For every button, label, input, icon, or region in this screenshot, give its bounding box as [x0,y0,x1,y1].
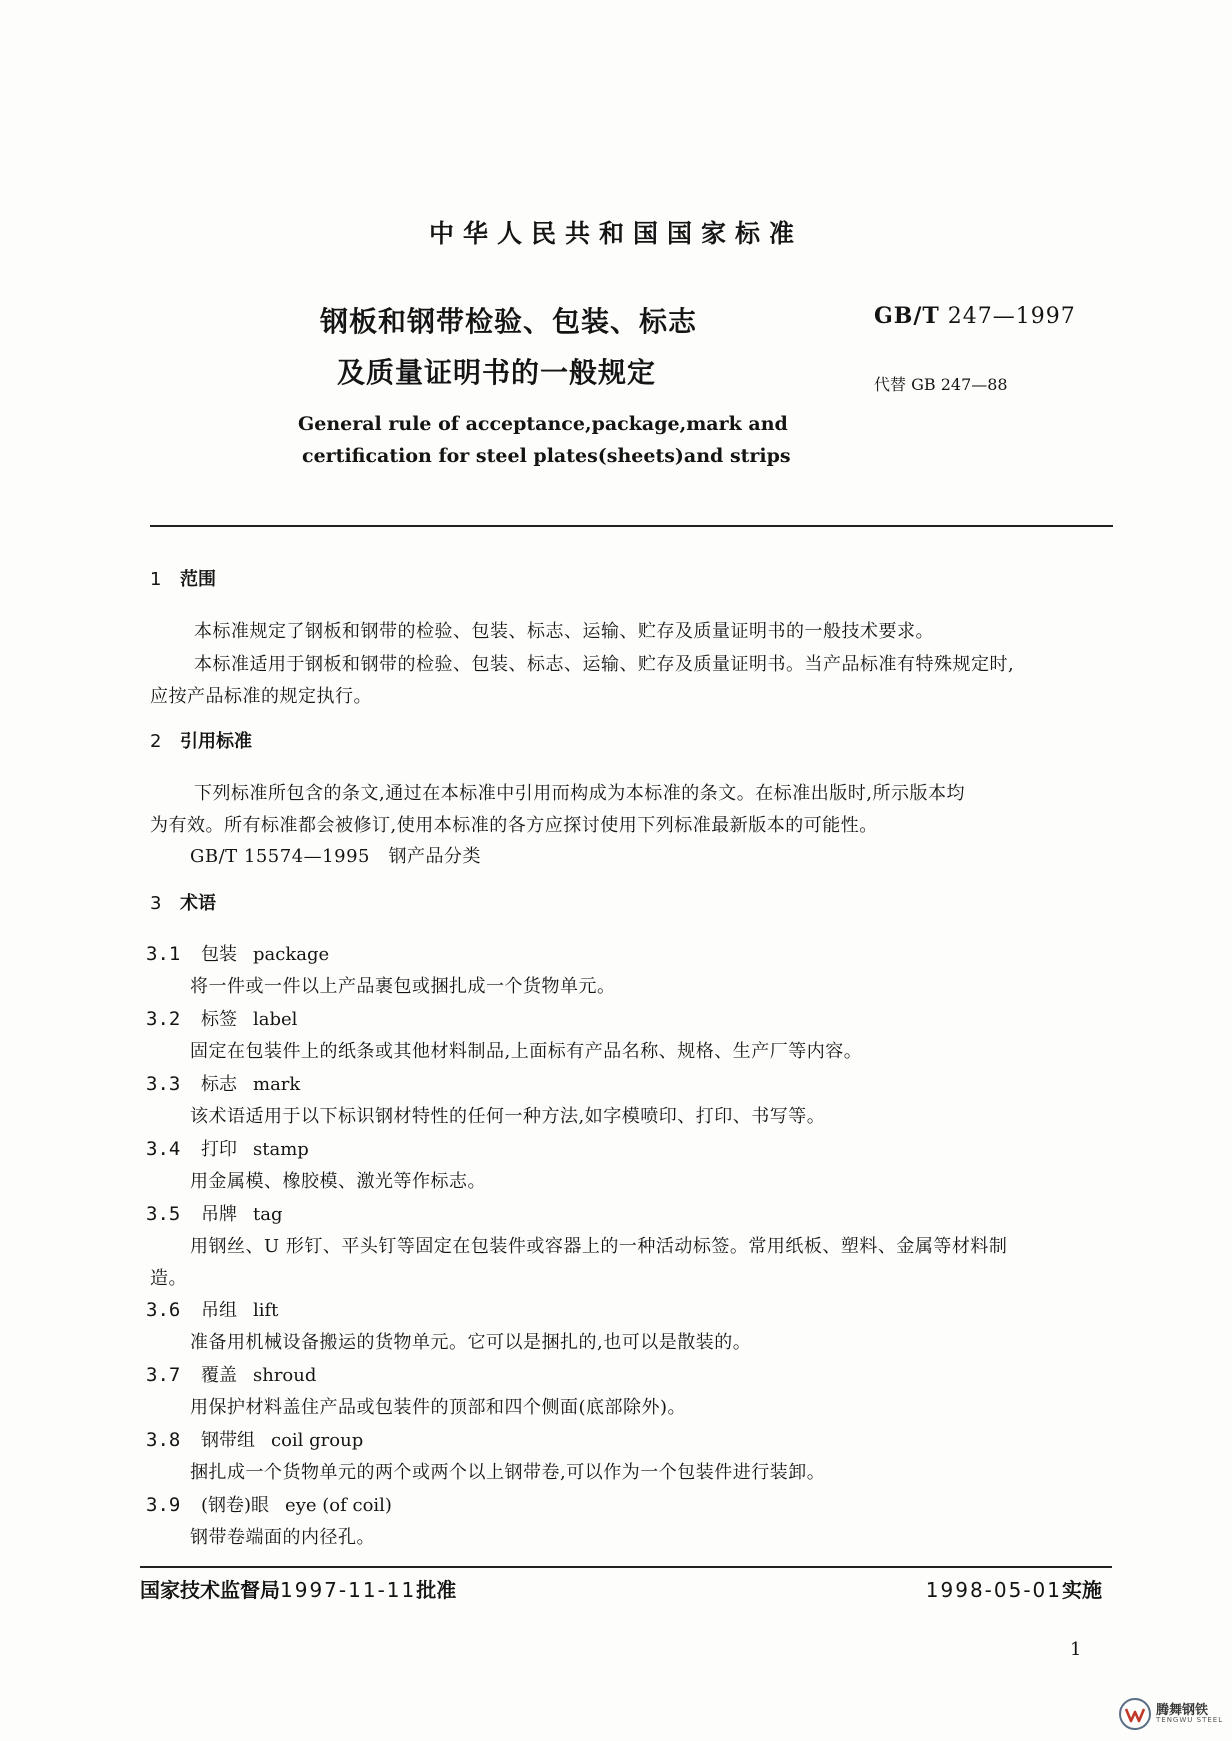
standard-title-line1: 钢板和钢带检验、包装、标志 [320,305,698,338]
approval-org: 国家技术监督局 [140,1578,280,1602]
header-divider [150,525,1113,527]
term-number: 3.3 [146,1073,181,1095]
watermark-name-en: TENGWU STEEL [1156,1716,1224,1724]
paragraph: 下列标准所包含的条文,通过在本标准中引用而构成为本标准的条文。在标准出版时,所示版本均 [194,783,965,804]
term-entry [146,1361,316,1387]
term-english: mark [253,1074,301,1095]
term-entry [146,1491,392,1517]
term-number: 3.4 [146,1138,181,1160]
term-definition: 用金属模、橡胶模、激光等作标志。 [190,1171,486,1192]
term-number: 3.2 [146,1008,181,1030]
term-chinese: 吊牌 [201,1204,237,1225]
section-1-heading [150,565,216,591]
section-2-heading [150,727,252,753]
term-definition: 用钢丝、U 形钉、平头钉等固定在包装件或容器上的一种活动标签。常用纸板、塑料、金属等材料制 [190,1236,1008,1257]
term-number: 3.9 [146,1494,181,1516]
term-entry [146,1070,300,1096]
term-entry [146,1426,363,1452]
term-english: eye (of coil) [285,1495,392,1516]
term-entry [146,1200,283,1226]
term-chinese: 包装 [201,944,237,965]
term-definition: 将一件或一件以上产品裹包或捆扎成一个货物单元。 [190,976,616,997]
approval-date: 1997-11-11 [280,1578,417,1602]
term-entry [146,940,329,966]
footer-divider [140,1566,1112,1568]
term-chinese: 吊组 [201,1300,237,1321]
term-chinese: 钢带组 [201,1430,255,1451]
approval-line [140,1574,456,1603]
watermark-name-cn: 腾舞钢铁 [1156,1703,1209,1718]
section-number: 3 [150,893,162,914]
section-title: 术语 [180,893,216,914]
term-entry [146,1005,297,1031]
term-definition: 准备用机械设备搬运的货物单元。它可以是捆扎的,也可以是散装的。 [190,1332,752,1353]
section-title: 范围 [180,569,216,590]
watermark-text [1156,1704,1223,1724]
term-english: package [253,944,330,965]
term-definition-continued: 造。 [150,1268,187,1289]
standard-code: 247—1997 [947,304,1076,329]
section-3-heading [150,889,216,915]
standard-number [874,303,1076,329]
term-definition: 钢带卷端面的内径孔。 [190,1527,375,1548]
paragraph: 本标准规定了钢板和钢带的检验、包装、标志、运输、贮存及质量证明书的一般技术要求。 [194,621,934,642]
term-definition: 该术语适用于以下标识钢材特性的任何一种方法,如字模喷印、打印、书写等。 [190,1106,826,1127]
term-number: 3.6 [146,1299,181,1321]
term-english: coil group [271,1430,364,1451]
term-chinese: 覆盖 [201,1365,237,1386]
english-title-line1: General rule of acceptance,package,mark and [298,413,788,435]
national-standard-title: 中华人民共和国国家标准 [428,219,803,248]
term-entry [146,1296,278,1322]
page-number: 1 [1070,1639,1082,1660]
term-chinese: 标志 [201,1074,237,1095]
company-logo-icon [1118,1697,1152,1731]
term-number: 3.5 [146,1203,181,1225]
paragraph: 本标准适用于钢板和钢带的检验、包装、标志、运输、贮存及质量证明书。当产品标准有特殊规定时, [194,654,1015,675]
effective-date: 1998-05-01 [925,1578,1062,1602]
term-chinese: (钢卷)眼 [201,1495,270,1516]
section-number: 2 [150,731,162,752]
term-entry [146,1135,309,1161]
standard-prefix: GB/T [874,303,940,329]
term-definition: 用保护材料盖住产品或包装件的顶部和四个侧面(底部除外)。 [190,1397,687,1418]
term-number: 3.7 [146,1364,181,1386]
term-definition: 捆扎成一个货物单元的两个或两个以上钢带卷,可以作为一个包装件进行装卸。 [190,1462,826,1483]
term-number: 3.1 [146,943,181,965]
effective-line [926,1574,1102,1603]
term-english: lift [253,1300,279,1321]
term-definition: 固定在包装件上的纸条或其他材料制品,上面标有产品名称、规格、生产厂等内容。 [190,1041,863,1062]
term-number: 3.8 [146,1429,181,1451]
section-number: 1 [150,569,162,590]
effective-suffix: 实施 [1062,1578,1102,1602]
paragraph: 应按产品标准的规定执行。 [150,686,372,707]
term-english: tag [253,1204,283,1225]
term-english: stamp [253,1139,309,1160]
term-english: label [253,1009,298,1030]
standard-title-line2: 及质量证明书的一般规定 [337,356,657,389]
section-title: 引用标准 [180,731,252,752]
reference-standard: GB/T 15574—1995 钢产品分类 [190,846,481,867]
watermark [1118,1697,1223,1731]
term-english: shroud [253,1365,317,1386]
replaces-note: 代替 GB 247—88 [874,375,1008,394]
approval-suffix: 批准 [416,1578,457,1602]
term-chinese: 打印 [201,1139,237,1160]
paragraph: 为有效。所有标准都会被修订,使用本标准的各方应探讨使用下列标准最新版本的可能性。 [150,815,878,836]
term-chinese: 标签 [201,1009,237,1030]
english-title-line2: certification for steel plates(sheets)and strips [302,445,791,467]
